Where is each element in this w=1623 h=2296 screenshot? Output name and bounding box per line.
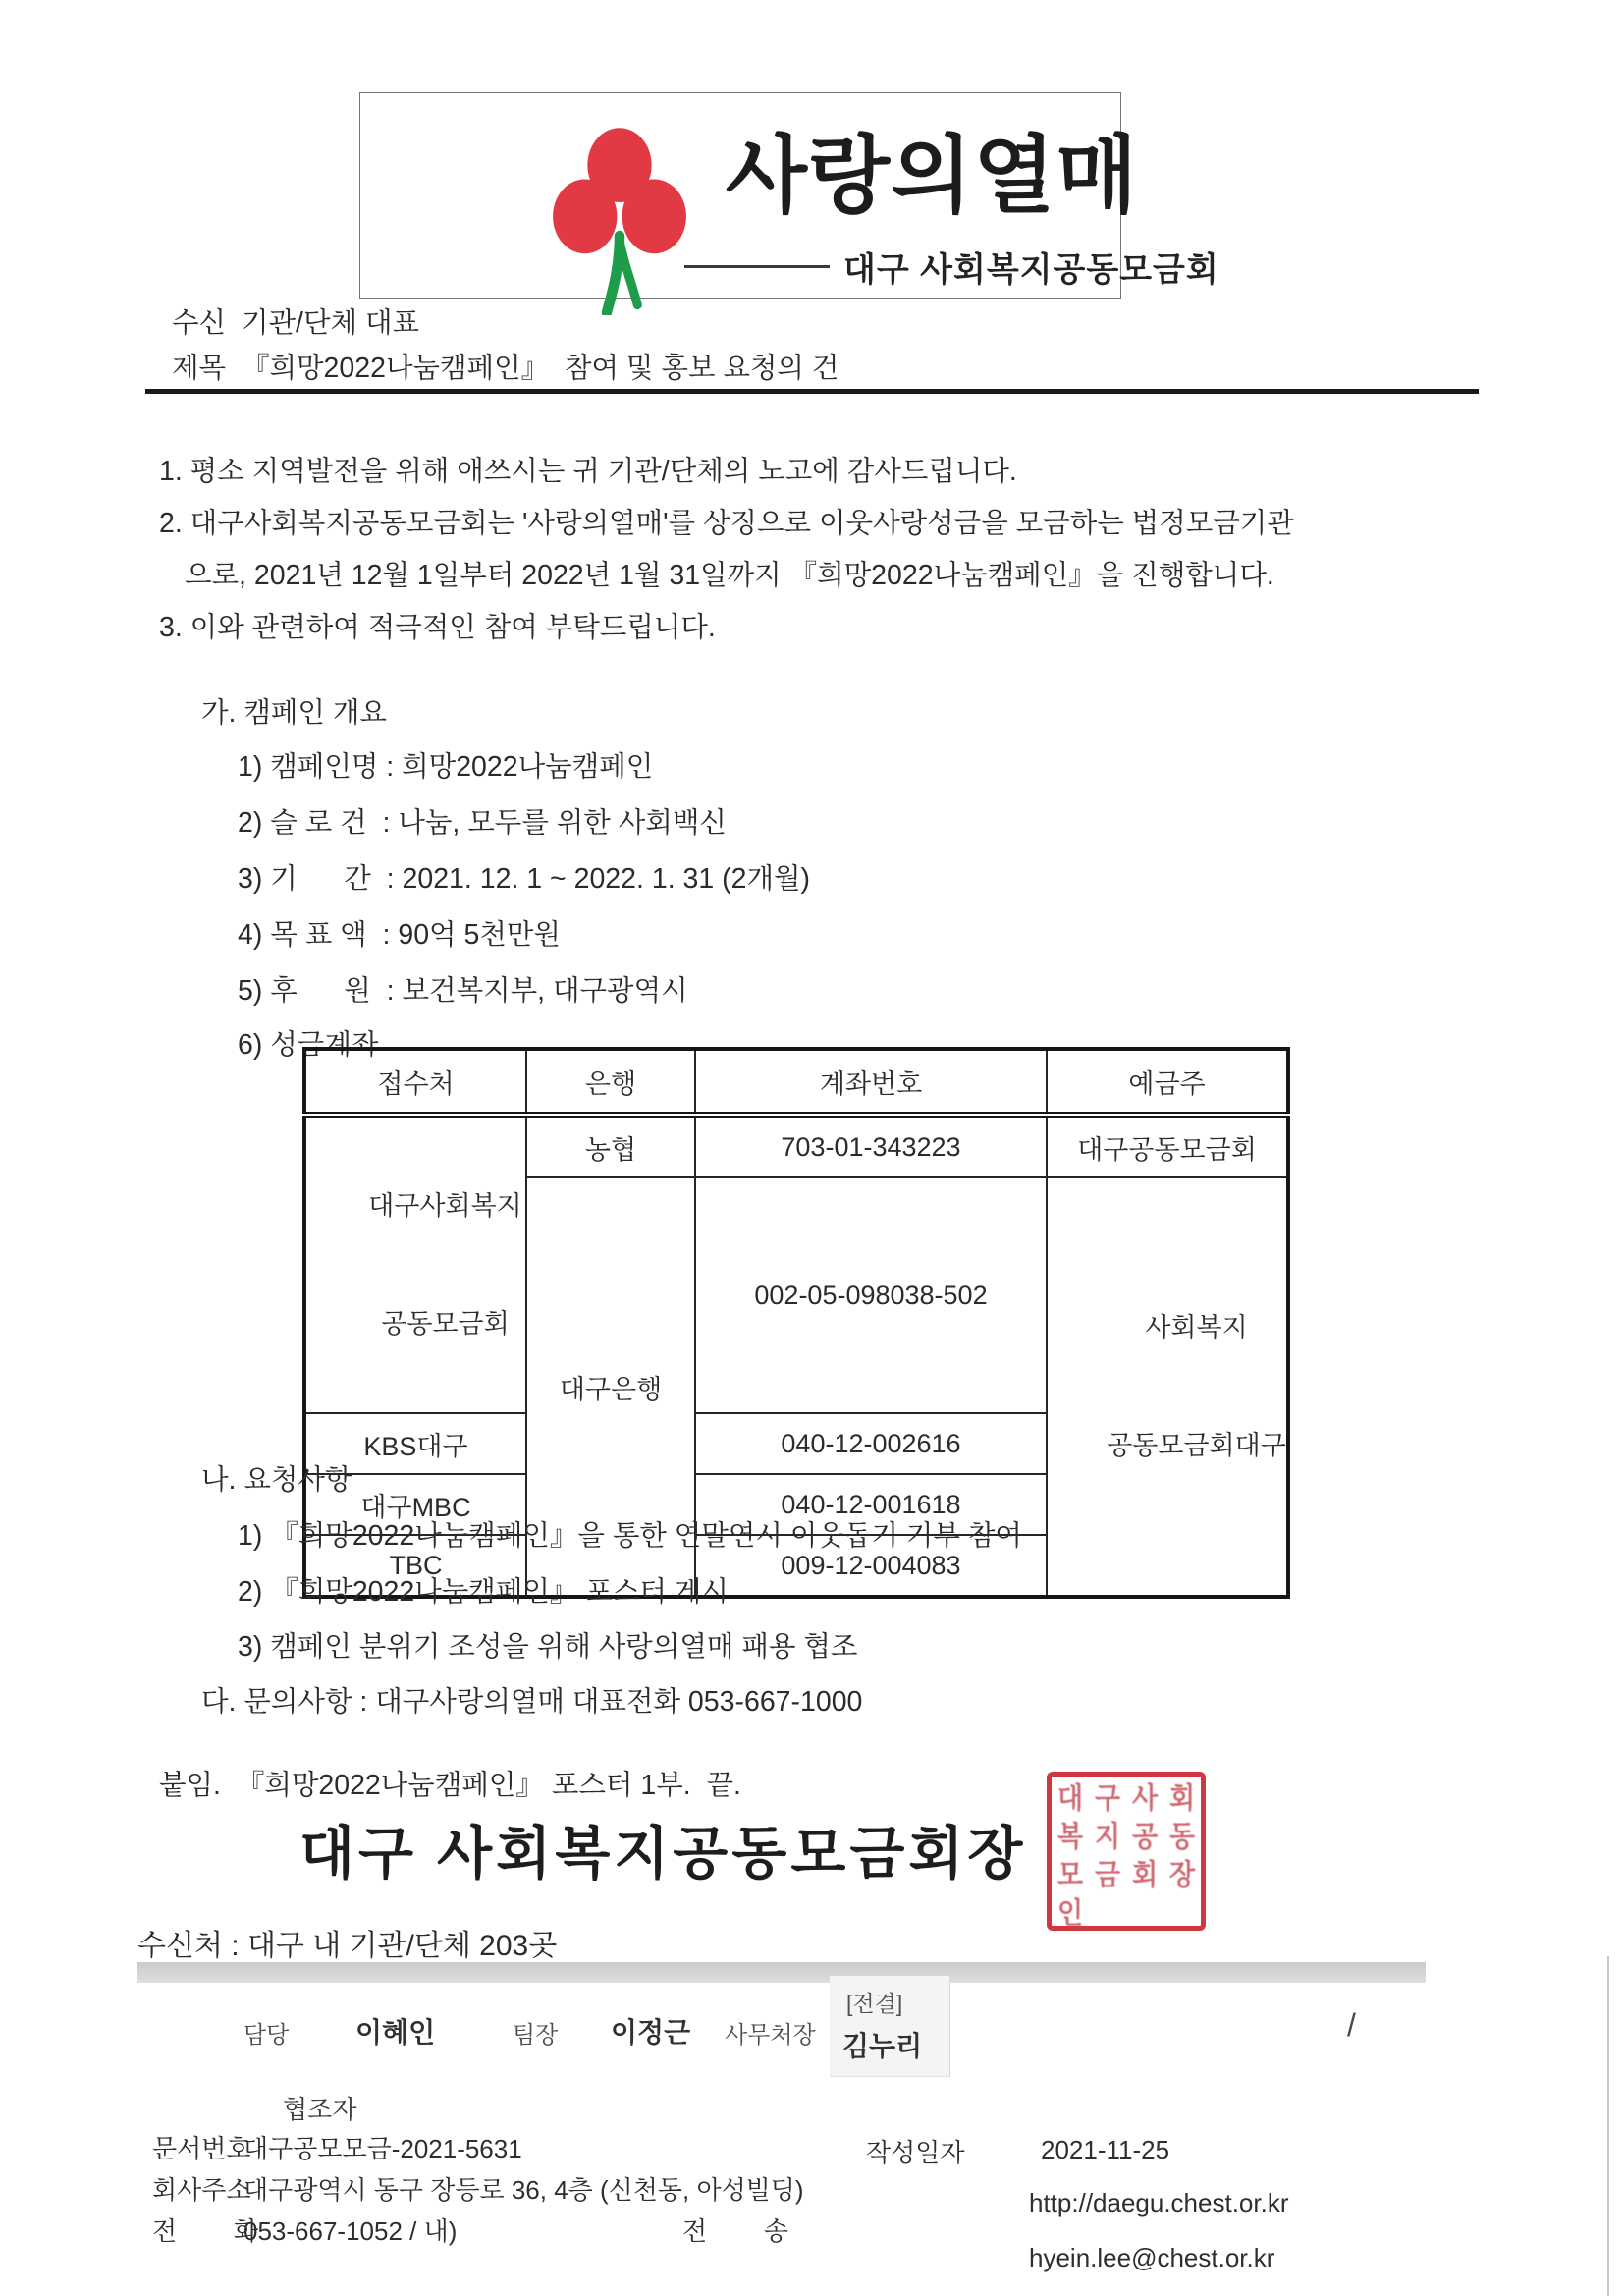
signature-org-title: 대구 사회복지공동모금회장 bbox=[299, 1822, 1027, 1886]
approval-slash-mark: / bbox=[1347, 2007, 1356, 2043]
cell-acct-dgb1: 002-05-098038-502 bbox=[695, 1177, 1047, 1413]
table-header-row bbox=[304, 1049, 1288, 1115]
date-value: 2021-11-25 bbox=[1041, 2135, 1170, 2164]
doc-no-label: 문서번호 bbox=[152, 2134, 251, 2163]
seal-character: 동 bbox=[1168, 1820, 1196, 1853]
body-line-3: 으로, 2021년 12월 1일부터 2022년 1월 31일까지 『희망2022나눔캠페인』을 진행합니다. bbox=[185, 560, 1274, 591]
seal-character: 모 bbox=[1056, 1858, 1084, 1891]
seal-character: 인 bbox=[1056, 1896, 1084, 1930]
official-seal bbox=[1047, 1772, 1206, 1931]
campaign-item-name: 1) 캠페인명 : 희망2022나눔캠페인 bbox=[238, 751, 654, 783]
address-label: 회사주소 bbox=[152, 2175, 251, 2205]
request-item-1: 1) 『희망2022나눔캠페인』을 통한 연말연시 이웃돕기 기부 참여 bbox=[238, 1520, 1022, 1552]
org-logo-subtitle: 대구 사회복지공동모금회 bbox=[843, 251, 1219, 289]
cell-receiver-kbs: KBS대구 bbox=[304, 1413, 526, 1474]
doc-no-value: 대구공모모금-2021-5631 bbox=[243, 2134, 522, 2163]
scan-edge-line bbox=[1607, 1956, 1609, 2296]
tel-value: 053-667-1052 / 내) bbox=[243, 2216, 458, 2246]
col-header-receiver: 접수처 bbox=[304, 1049, 526, 1115]
approval-staff-name: 이혜인 bbox=[355, 2017, 436, 2048]
header-divider-line bbox=[145, 389, 1479, 394]
receiver-line1: 대구사회복지 bbox=[368, 1191, 522, 1221]
distribution-line: 수신처 : 대구 내 기관/단체 203곳 bbox=[137, 1930, 558, 1962]
body-line-4: 3. 이와 관련하여 적극적인 참여 부탁드립니다. bbox=[159, 612, 716, 643]
campaign-item-target: 4) 목 표 액 : 90억 5천만원 bbox=[238, 919, 561, 951]
campaign-item-slogan: 2) 슬 로 건 : 나눔, 모두를 위한 사회백신 bbox=[238, 807, 727, 839]
receiver-line2: 공동모금회 bbox=[381, 1309, 510, 1339]
col-header-bank: 은행 bbox=[526, 1049, 695, 1115]
scan-shadow-bar bbox=[137, 1962, 1426, 1983]
cell-holder-first: 대구공동모금회 bbox=[1047, 1115, 1288, 1177]
fruit-of-love-logo-icon bbox=[535, 123, 704, 315]
seal-character: 지 bbox=[1094, 1820, 1121, 1853]
cell-acct-nh: 703-01-343223 bbox=[695, 1115, 1047, 1177]
seal-character: 장 bbox=[1168, 1858, 1196, 1891]
attachment-line: 붙임. 『희망2022나눔캠페인』 포스터 1부. 끝. bbox=[159, 1770, 741, 1801]
recipient-label: 수신 bbox=[172, 307, 227, 339]
table-row bbox=[304, 1115, 1288, 1177]
cell-bank-dgb: 대구은행 bbox=[526, 1177, 695, 1597]
request-item-2: 2) 『희망2022나눔캠페인』 포스터 게시 bbox=[238, 1576, 729, 1608]
holder-line2: 공동모금회대구 bbox=[1107, 1431, 1286, 1460]
address-value: 대구광역시 동구 장등로 36, 4층 (신천동, 아성빌딩) bbox=[243, 2175, 804, 2205]
tel-label: 전 화 bbox=[152, 2216, 259, 2246]
seal-character: 대 bbox=[1056, 1781, 1084, 1815]
official-seal-grid bbox=[1052, 1777, 1201, 1930]
logo-dash-line bbox=[684, 265, 830, 268]
cell-receiver-mbc: 대구MBC bbox=[304, 1474, 526, 1535]
seal-character: 복 bbox=[1056, 1820, 1084, 1853]
approval-secretary-name: 김누리 bbox=[842, 2031, 923, 2061]
recipient-value: 기관/단체 대표 bbox=[242, 307, 420, 339]
body-line-1: 1. 평소 지역발전을 위해 애쓰시는 귀 기관/단체의 노고에 감사드립니다. bbox=[159, 456, 1017, 487]
cooperator-label: 협조자 bbox=[283, 2095, 357, 2124]
date-label: 작성일자 bbox=[866, 2138, 965, 2167]
cell-acct-dgb4: 009-12-004083 bbox=[695, 1535, 1047, 1597]
campaign-heading: 가. 캠페인 개요 bbox=[201, 697, 387, 729]
holder-line1: 사회복지 bbox=[1145, 1313, 1248, 1342]
seal-character: 공 bbox=[1131, 1820, 1159, 1853]
approval-teamlead-label: 팀장 bbox=[513, 2022, 559, 2049]
approval-staff-label: 담당 bbox=[243, 2022, 290, 2049]
campaign-item-account: 6) 성금계좌 bbox=[238, 1029, 379, 1061]
inquiry-line: 다. 문의사항 : 대구사랑의열매 대표전화 053-667-1000 bbox=[201, 1686, 863, 1718]
fax-label: 전 송 bbox=[682, 2216, 789, 2246]
cell-bank-nh: 농협 bbox=[526, 1115, 695, 1177]
seal-character: 사 bbox=[1131, 1781, 1159, 1815]
col-header-holder: 예금주 bbox=[1047, 1049, 1288, 1115]
campaign-item-sponsor: 5) 후 원 : 보건복지부, 대구광역시 bbox=[238, 975, 688, 1007]
subject-label: 제목 bbox=[172, 353, 227, 384]
org-logo-title: 사랑의열매 bbox=[726, 129, 1139, 223]
subject-value: 『희망2022나눔캠페인』 참여 및 홍보 요청의 건 bbox=[242, 353, 839, 384]
seal-character: 회 bbox=[1168, 1781, 1196, 1815]
cell-acct-dgb2: 040-12-002616 bbox=[695, 1413, 1047, 1474]
approval-delegation-note: [전결] bbox=[846, 1991, 903, 2016]
request-item-3: 3) 캠페인 분위기 조성을 위해 사랑의열매 패용 협조 bbox=[238, 1631, 858, 1663]
campaign-item-period: 3) 기 간 : 2021. 12. 1 ~ 2022. 1. 31 (2개월) bbox=[238, 863, 811, 895]
cell-receiver-tbc: TBC bbox=[304, 1535, 526, 1597]
logo-box bbox=[359, 92, 1219, 299]
org-logo-subtitle-row bbox=[684, 243, 1219, 291]
seal-character: 회 bbox=[1131, 1858, 1159, 1891]
approval-teamlead-name: 이정근 bbox=[611, 2017, 691, 2048]
seal-character: 구 bbox=[1094, 1781, 1121, 1815]
cell-receiver-chest bbox=[304, 1115, 526, 1413]
website-value: http://daegu.chest.or.kr bbox=[1029, 2188, 1289, 2217]
approval-secretary-label: 사무처장 bbox=[725, 2022, 816, 2049]
email-value: hyein.lee@chest.or.kr bbox=[1029, 2243, 1275, 2272]
seal-character: 금 bbox=[1094, 1858, 1121, 1891]
body-line-2: 2. 대구사회복지공동모금회는 '사랑의열매'를 상징으로 이웃사랑성금을 모금하는 법정모금기관 bbox=[159, 508, 1294, 539]
cell-acct-dgb3: 040-12-001618 bbox=[695, 1474, 1047, 1535]
col-header-account-no: 계좌번호 bbox=[695, 1049, 1047, 1115]
requests-heading: 나. 요청사항 bbox=[201, 1464, 352, 1496]
cell-holder-merged bbox=[1047, 1177, 1288, 1597]
